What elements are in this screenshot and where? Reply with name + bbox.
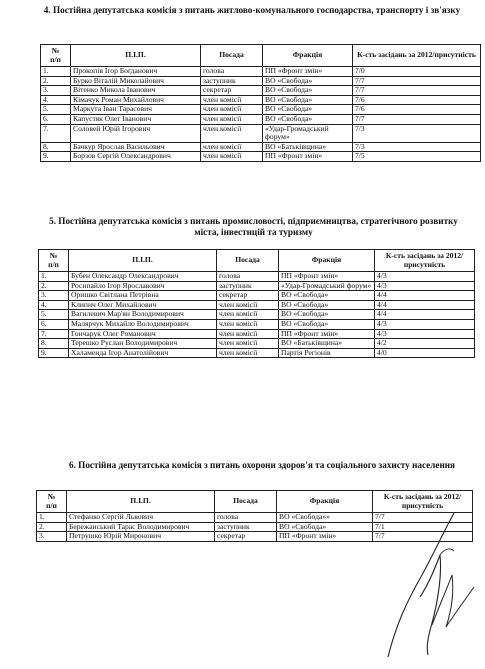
cell-name: Кімачук Роман Михайлович	[71, 95, 201, 105]
cell-position: заступник	[215, 522, 277, 532]
cell-position: член комісії	[217, 319, 279, 329]
table-row	[41, 114, 481, 124]
cell-sessions: 7/5	[353, 152, 481, 162]
table-row	[41, 67, 481, 77]
cell-sessions: 7/7	[353, 76, 481, 86]
cell-name: Прокопів Ігор Богданович	[71, 67, 201, 77]
cell-faction: ВО «Свобода»	[263, 76, 353, 86]
cell-position: секретар	[215, 532, 277, 542]
cell-faction: ПП «Фронт змін»	[277, 532, 373, 542]
col-faction-header: Фракція	[263, 45, 353, 67]
cell-faction: ПП «Фронт змін»	[279, 272, 375, 282]
cell-position: заступник	[201, 76, 263, 86]
cell-num: 4.	[41, 95, 71, 105]
col-sessions-header: К-сть засідань за 2012/присутність	[353, 45, 481, 67]
cell-sessions: 7/1	[373, 522, 473, 532]
cell-name: Бубен Олександр Олександрович	[69, 272, 217, 282]
cell-name: Стефанко Сергій Львович	[67, 513, 215, 523]
table-row	[39, 281, 475, 291]
col-num-header: № п/п	[41, 45, 71, 67]
cell-num: 7.	[41, 124, 71, 142]
col-name-header: П.І.П.	[71, 45, 201, 67]
commission-4-title: 4. Постійна депутатська комісія з питань житлово-комунального господарства, транспорту і зв'язку	[43, 5, 461, 15]
cell-sessions: 4/4	[375, 310, 475, 320]
cell-num: 1.	[39, 272, 69, 282]
cell-sessions: 4/3	[375, 329, 475, 339]
cell-name: Малярчук Михайло Володимирович	[69, 319, 217, 329]
cell-sessions: 7/7	[353, 86, 481, 96]
cell-position: член комісії	[201, 95, 263, 105]
cell-name: Бережанський Тарас Володимирович	[67, 522, 215, 532]
cell-faction: ВО «Свобода»	[279, 319, 375, 329]
col-num-header: № п/п	[39, 250, 69, 272]
cell-position: член комісії	[217, 339, 279, 349]
cell-sessions: 7/6	[353, 95, 481, 105]
col-faction-header: Фракція	[279, 250, 375, 272]
col-num-header: № п/п	[37, 491, 67, 513]
commission-5-table	[38, 249, 475, 358]
cell-faction: ПП «Фронт змін»	[279, 329, 375, 339]
cell-sessions: 7/7	[373, 513, 473, 523]
cell-name: Бурко Віталій Миколайович	[71, 76, 201, 86]
cell-faction: ВО «Свобода»	[263, 114, 353, 124]
cell-faction: «Удар-Громадський форум»	[263, 124, 353, 142]
cell-name: Капустяк Олег Іванович	[71, 114, 201, 124]
cell-sessions: 4/2	[375, 339, 475, 349]
cell-name: Клипич Олег Михайлович	[69, 300, 217, 310]
cell-num: 9.	[41, 152, 71, 162]
cell-faction: Партія Регіонів	[279, 348, 375, 358]
cell-position: заступник	[217, 281, 279, 291]
cell-position: голова	[201, 67, 263, 77]
cell-position: член комісії	[217, 300, 279, 310]
cell-num: 2.	[39, 281, 69, 291]
cell-faction: ВО «Свобода»»	[277, 513, 373, 523]
table-row	[39, 319, 475, 329]
cell-name: Халаменда Ігор Анатолійович	[69, 348, 217, 358]
cell-faction: ВО «Свобода»	[263, 105, 353, 115]
table-row	[41, 86, 481, 96]
cell-sessions: 7/7	[353, 114, 481, 124]
cell-name: Вітенко Микола Іванович	[71, 86, 201, 96]
cell-faction: ВО «Свобода»	[279, 291, 375, 301]
cell-faction: ПП «Фронт змін»	[263, 67, 353, 77]
cell-name: Оришко Світлана Петрівна	[69, 291, 217, 301]
cell-name: Соловей Юрій Ігорович	[71, 124, 201, 142]
cell-name: Терешко Руслан Володимирович	[69, 339, 217, 349]
cell-name: Бачкур Ярослав Васильович	[71, 142, 201, 152]
cell-name: Гончарук Олег Романович	[69, 329, 217, 339]
table-row	[41, 95, 481, 105]
col-name-header: П.І.П.	[69, 250, 217, 272]
commission-4-body	[41, 67, 481, 162]
table-row	[39, 329, 475, 339]
table-row	[41, 76, 481, 86]
table-row	[39, 272, 475, 282]
handwritten-signature	[382, 505, 482, 665]
cell-sessions: 4/3	[375, 281, 475, 291]
col-position-header: Посада	[215, 491, 277, 513]
cell-faction: ВО «Свобода»	[279, 300, 375, 310]
col-sessions-header: К-сть засідань за 2012/присутність	[373, 491, 473, 513]
table-row	[39, 310, 475, 320]
cell-faction: ВО «Свобода»	[279, 310, 375, 320]
cell-num: 3.	[39, 291, 69, 301]
cell-position: член комісії	[201, 142, 263, 152]
cell-faction: ВО «Батьківщина»	[263, 142, 353, 152]
cell-num: 2.	[41, 76, 71, 86]
table-row	[39, 339, 475, 349]
col-position-header: Посада	[201, 45, 263, 67]
cell-faction: «Удар-Громадський форум»	[279, 281, 375, 291]
table-header-row	[39, 250, 475, 272]
commission-5-title: 5. Постійна депутатська комісія з питань промисловості, підприємництва, стратегічного розвитку міста, інвестицій та туризму	[49, 216, 458, 237]
cell-position: член комісії	[201, 152, 263, 162]
cell-num: 1.	[37, 513, 67, 523]
cell-num: 6.	[41, 114, 71, 124]
cell-faction: ВО «Свобода»	[263, 95, 353, 105]
cell-num: 9.	[39, 348, 69, 358]
cell-num: 8.	[39, 339, 69, 349]
col-faction-header: Фракція	[277, 491, 373, 513]
cell-sessions: 4/3	[375, 319, 475, 329]
table-row	[41, 152, 481, 162]
table-row	[39, 348, 475, 358]
cell-num: 2.	[37, 522, 67, 532]
cell-position: член комісії	[217, 329, 279, 339]
cell-faction: ВО «Свобода»	[263, 86, 353, 96]
cell-sessions: 7/7	[373, 532, 473, 542]
cell-num: 3.	[41, 86, 71, 96]
cell-name: Росипайло Ігор Ярославович	[69, 281, 217, 291]
cell-position: член комісії	[217, 348, 279, 358]
cell-position: секретар	[217, 291, 279, 301]
cell-position: секретар	[201, 86, 263, 96]
cell-sessions: 4/4	[375, 291, 475, 301]
cell-sessions: 7/3	[353, 124, 481, 142]
cell-name: Борзов Сергій Олександрович	[71, 152, 201, 162]
cell-num: 7.	[39, 329, 69, 339]
cell-num: 3.	[37, 532, 67, 542]
cell-sessions: 7/6	[353, 105, 481, 115]
cell-position: член комісії	[201, 124, 263, 142]
cell-num: 5.	[39, 310, 69, 320]
commission-6-title: 6. Постійна депутатська комісія з питань охорони здоров'я та соціального захисту населення	[68, 460, 456, 470]
cell-position: голова	[215, 513, 277, 523]
table-row	[41, 105, 481, 115]
cell-num: 1.	[41, 67, 71, 77]
col-sessions-header: К-сть засідань за 2012/присутність	[375, 250, 475, 272]
cell-sessions: 7/0	[353, 67, 481, 77]
cell-num: 6.	[39, 319, 69, 329]
commission-5-body	[39, 272, 475, 358]
cell-name: Маркута Іван Тарасович	[71, 105, 201, 115]
cell-sessions: 4/3	[375, 272, 475, 282]
table-row	[39, 291, 475, 301]
table-header-row	[41, 45, 481, 67]
cell-position: член комісії	[201, 114, 263, 124]
cell-num: 4.	[39, 300, 69, 310]
cell-num: 5.	[41, 105, 71, 115]
cell-faction: ВО «Батьківщина»	[279, 339, 375, 349]
commission-4-table	[40, 44, 481, 162]
cell-faction: ВО «Свобода»	[277, 522, 373, 532]
cell-num: 8.	[41, 142, 71, 152]
cell-sessions: 4/4	[375, 300, 475, 310]
col-name-header: П.І.П.	[67, 491, 215, 513]
cell-faction: ПП «Фронт змін»	[263, 152, 353, 162]
cell-position: член комісії	[201, 105, 263, 115]
cell-position: член комісії	[217, 310, 279, 320]
cell-sessions: 7/3	[353, 142, 481, 152]
cell-name: Вагилевич Мар'ян Володимирович	[69, 310, 217, 320]
table-row	[41, 124, 481, 142]
cell-name: Петрушко Юрій Миронович	[67, 532, 215, 542]
cell-position: голова	[217, 272, 279, 282]
cell-sessions: 4/0	[375, 348, 475, 358]
table-row	[41, 142, 481, 152]
col-position-header: Посада	[217, 250, 279, 272]
table-row	[39, 300, 475, 310]
